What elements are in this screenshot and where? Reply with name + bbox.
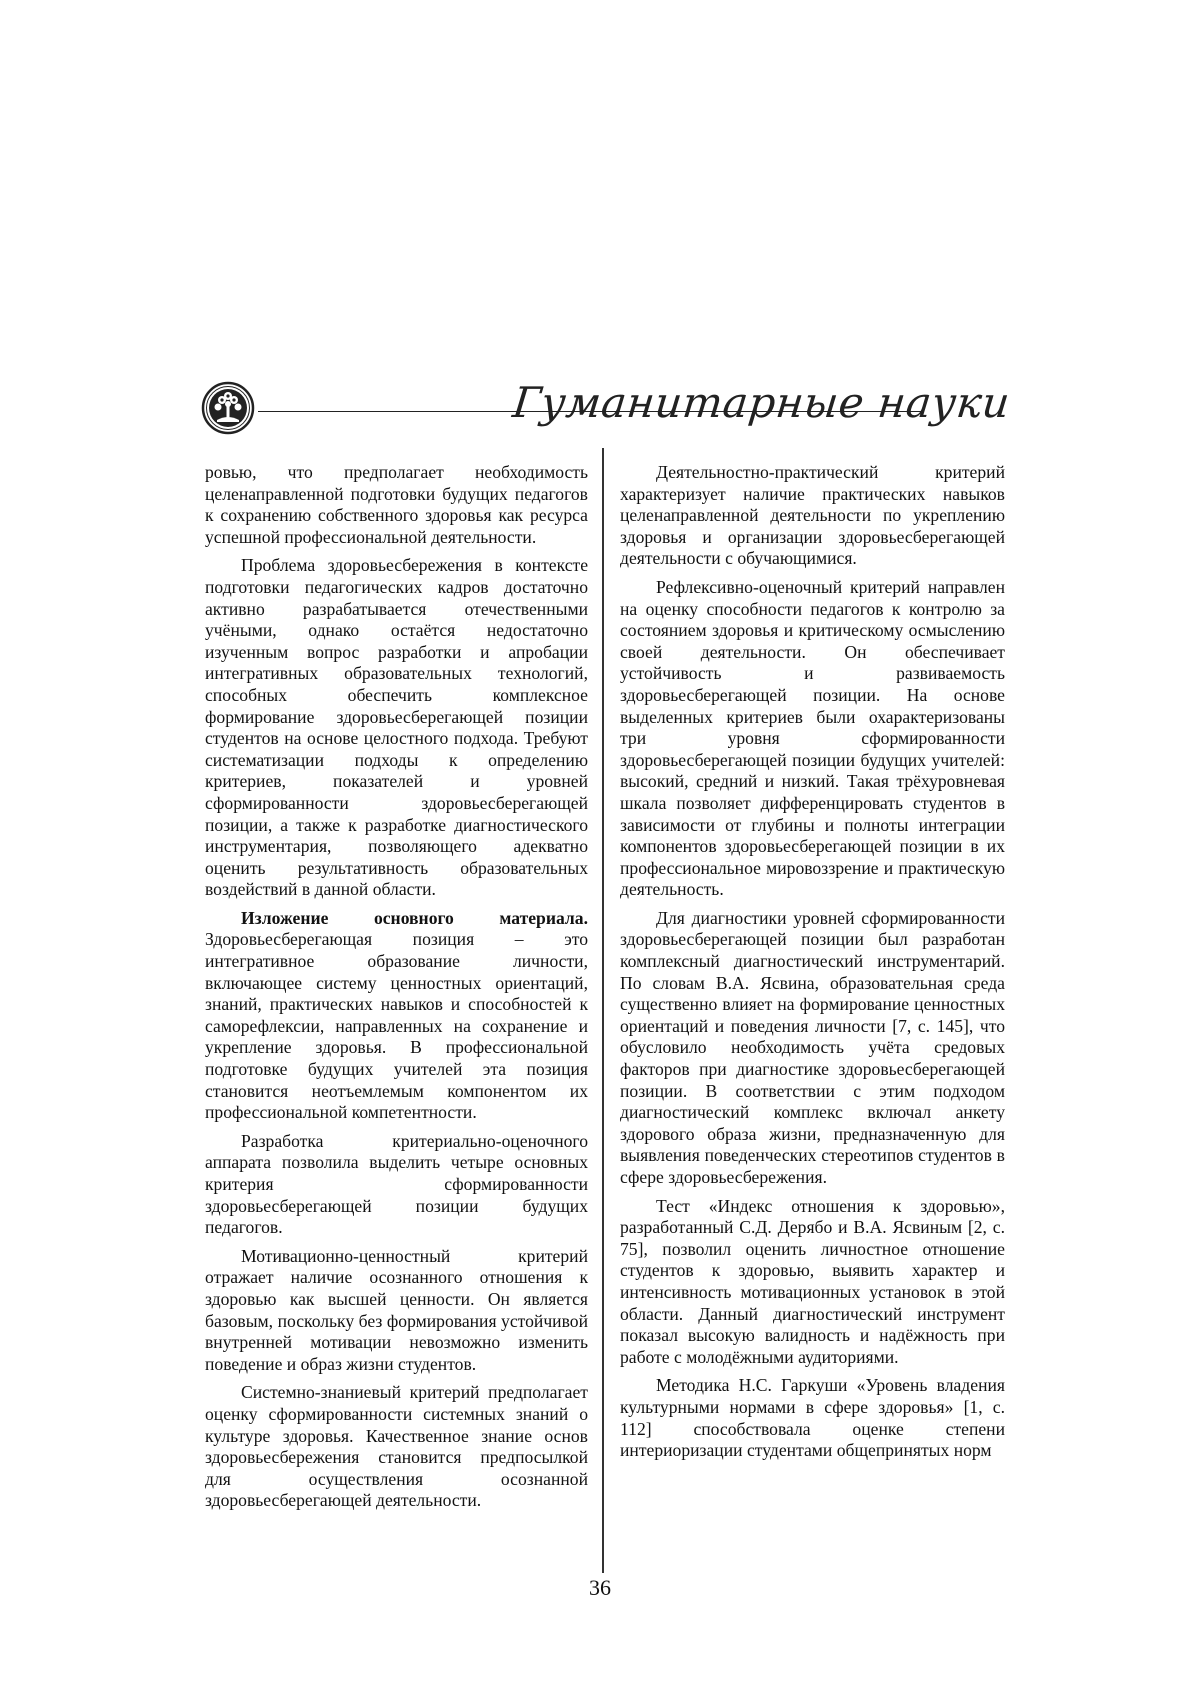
paragraph: Для диагностики уровней сформированности здоровьесберегающей позиции был разработан комплексный диагностический инструментарий. По словам В.А. Ясвина, образовательная среда существенно влияет на формирование ценностных ориентаций и поведения личности [7, с. 145], что обусловило необходимость учёта средовых факторов при диагностике здоровьесберегающей позиции. В соответствии с этим подходом диагностический комплекс включал анкету здорового образа жизни, предназначенную для выявления поведенческих стереотипов студентов в сфере здоровьесбережения. [620,907,1005,1187]
paragraph: Методика Н.С. Гаркуши «Уровень владения культурными нормами в сфере здоровья» [1, с. 112] способствовала оценке степени интериоризации студентами общепринятых норм [620,1375,1005,1461]
paragraph: Проблема здоровьесбережения в контексте подготовки педагогических кадров достаточно активно разрабатывается отечественными учёными, однако остаётся недостаточно изученным вопрос разработки и апробации интегративных образовательных технологий, способных обеспечить комплексное формирование здоровьесберегающей позиции студентов на основе целостного подхода. Требуют систематизации подходы к определению критериев, показателей и уровней сформированности здоровьесберегающей позиции, а также к разработке диагностического инструментария, позволяющего адекватно оценить результативность образовательных воздействий в данной области. [205,555,588,900]
paragraph: Тест «Индекс отношения к здоровью», разработанный С.Д. Дерябо и В.А. Ясвиным [2, с. 75], позволил оценить личностное отношение студентов к здоровью, выявить характер и интенсивность мотивационных установок в этой области. Данный диагностический инструмент показал высокую валидность и надёжность при работе с молодёжными аудиториями. [620,1195,1005,1367]
paragraph [205,908,588,1124]
left-column [205,462,588,1519]
page-number: 36 [589,1575,611,1600]
section-title: Гуманитарные науки [510,378,1013,427]
paragraph: Деятельностно-практический критерий характеризует наличие практических навыков целенаправленной деятельности по укреплению здоровья и организации здоровьесберегающей деятельности с обучающимися. [620,462,1005,569]
section-lead: Изложение основного материала. [241,907,588,928]
paragraph: Рефлексивно-оценочный критерий направлен на оценку способности педагогов к контролю за состоянием здоровья и критическому осмыслению своей деятельности. Он обеспечивает устойчивость и развиваемость здоровьесберегающей позиции. На основе выделенных критериев были охарактеризованы три уровня сформированности здоровьесберегающей позиции будущих учителей: высокий, средний и низкий. Такая трёхуровневая шкала позволяет дифференцировать студентов в зависимости от глубины и полноты интеграции компонентов здоровьесберегающей позиции в их профессиональное мировоззрение и практическую деятельность. [620,576,1005,900]
column-divider [602,448,604,1573]
paragraph: Системно-знаниевый критерий предполагает оценку сформированности системных знаний о культуре здоровья. Качественное знание основ здоровьесбережения становится предпосылкой для осуществления осознанной здоровьесберегающей деятельности. [205,1382,588,1511]
paragraph: Разработка критериально-оценочного аппарата позволила выделить четыре основных критерия сформированности здоровьесберегающей позиции будущих педагогов. [205,1130,588,1238]
tree-emblem-icon [200,380,256,436]
running-header [200,378,1013,440]
right-column [620,462,1005,1469]
paragraph-text: Здоровьесберегающая позиция – это интегративное образование личности, включающее систему ценностных ориентаций, знаний, практических навыков и способностей к саморефлексии, направленных на сохранение и укрепление здоровья. В профессиональной подготовке будущих учителей эта позиция становится неотъемлемым компонентом их профессиональной компетентности. [205,929,588,1123]
paragraph: Мотивационно-ценностный критерий отражает наличие осознанного отношения к здоровью как высшей ценности. Он является базовым, поскольку без формирования устойчивой внутренней мотивации невозможно изменить поведение и образ жизни студентов. [205,1245,588,1374]
paragraph: ровью, что предполагает необходимость целенаправленной подготовки будущих педагогов к сохранению собственного здоровья как ресурса успешной профессиональной деятельности. [205,462,588,547]
